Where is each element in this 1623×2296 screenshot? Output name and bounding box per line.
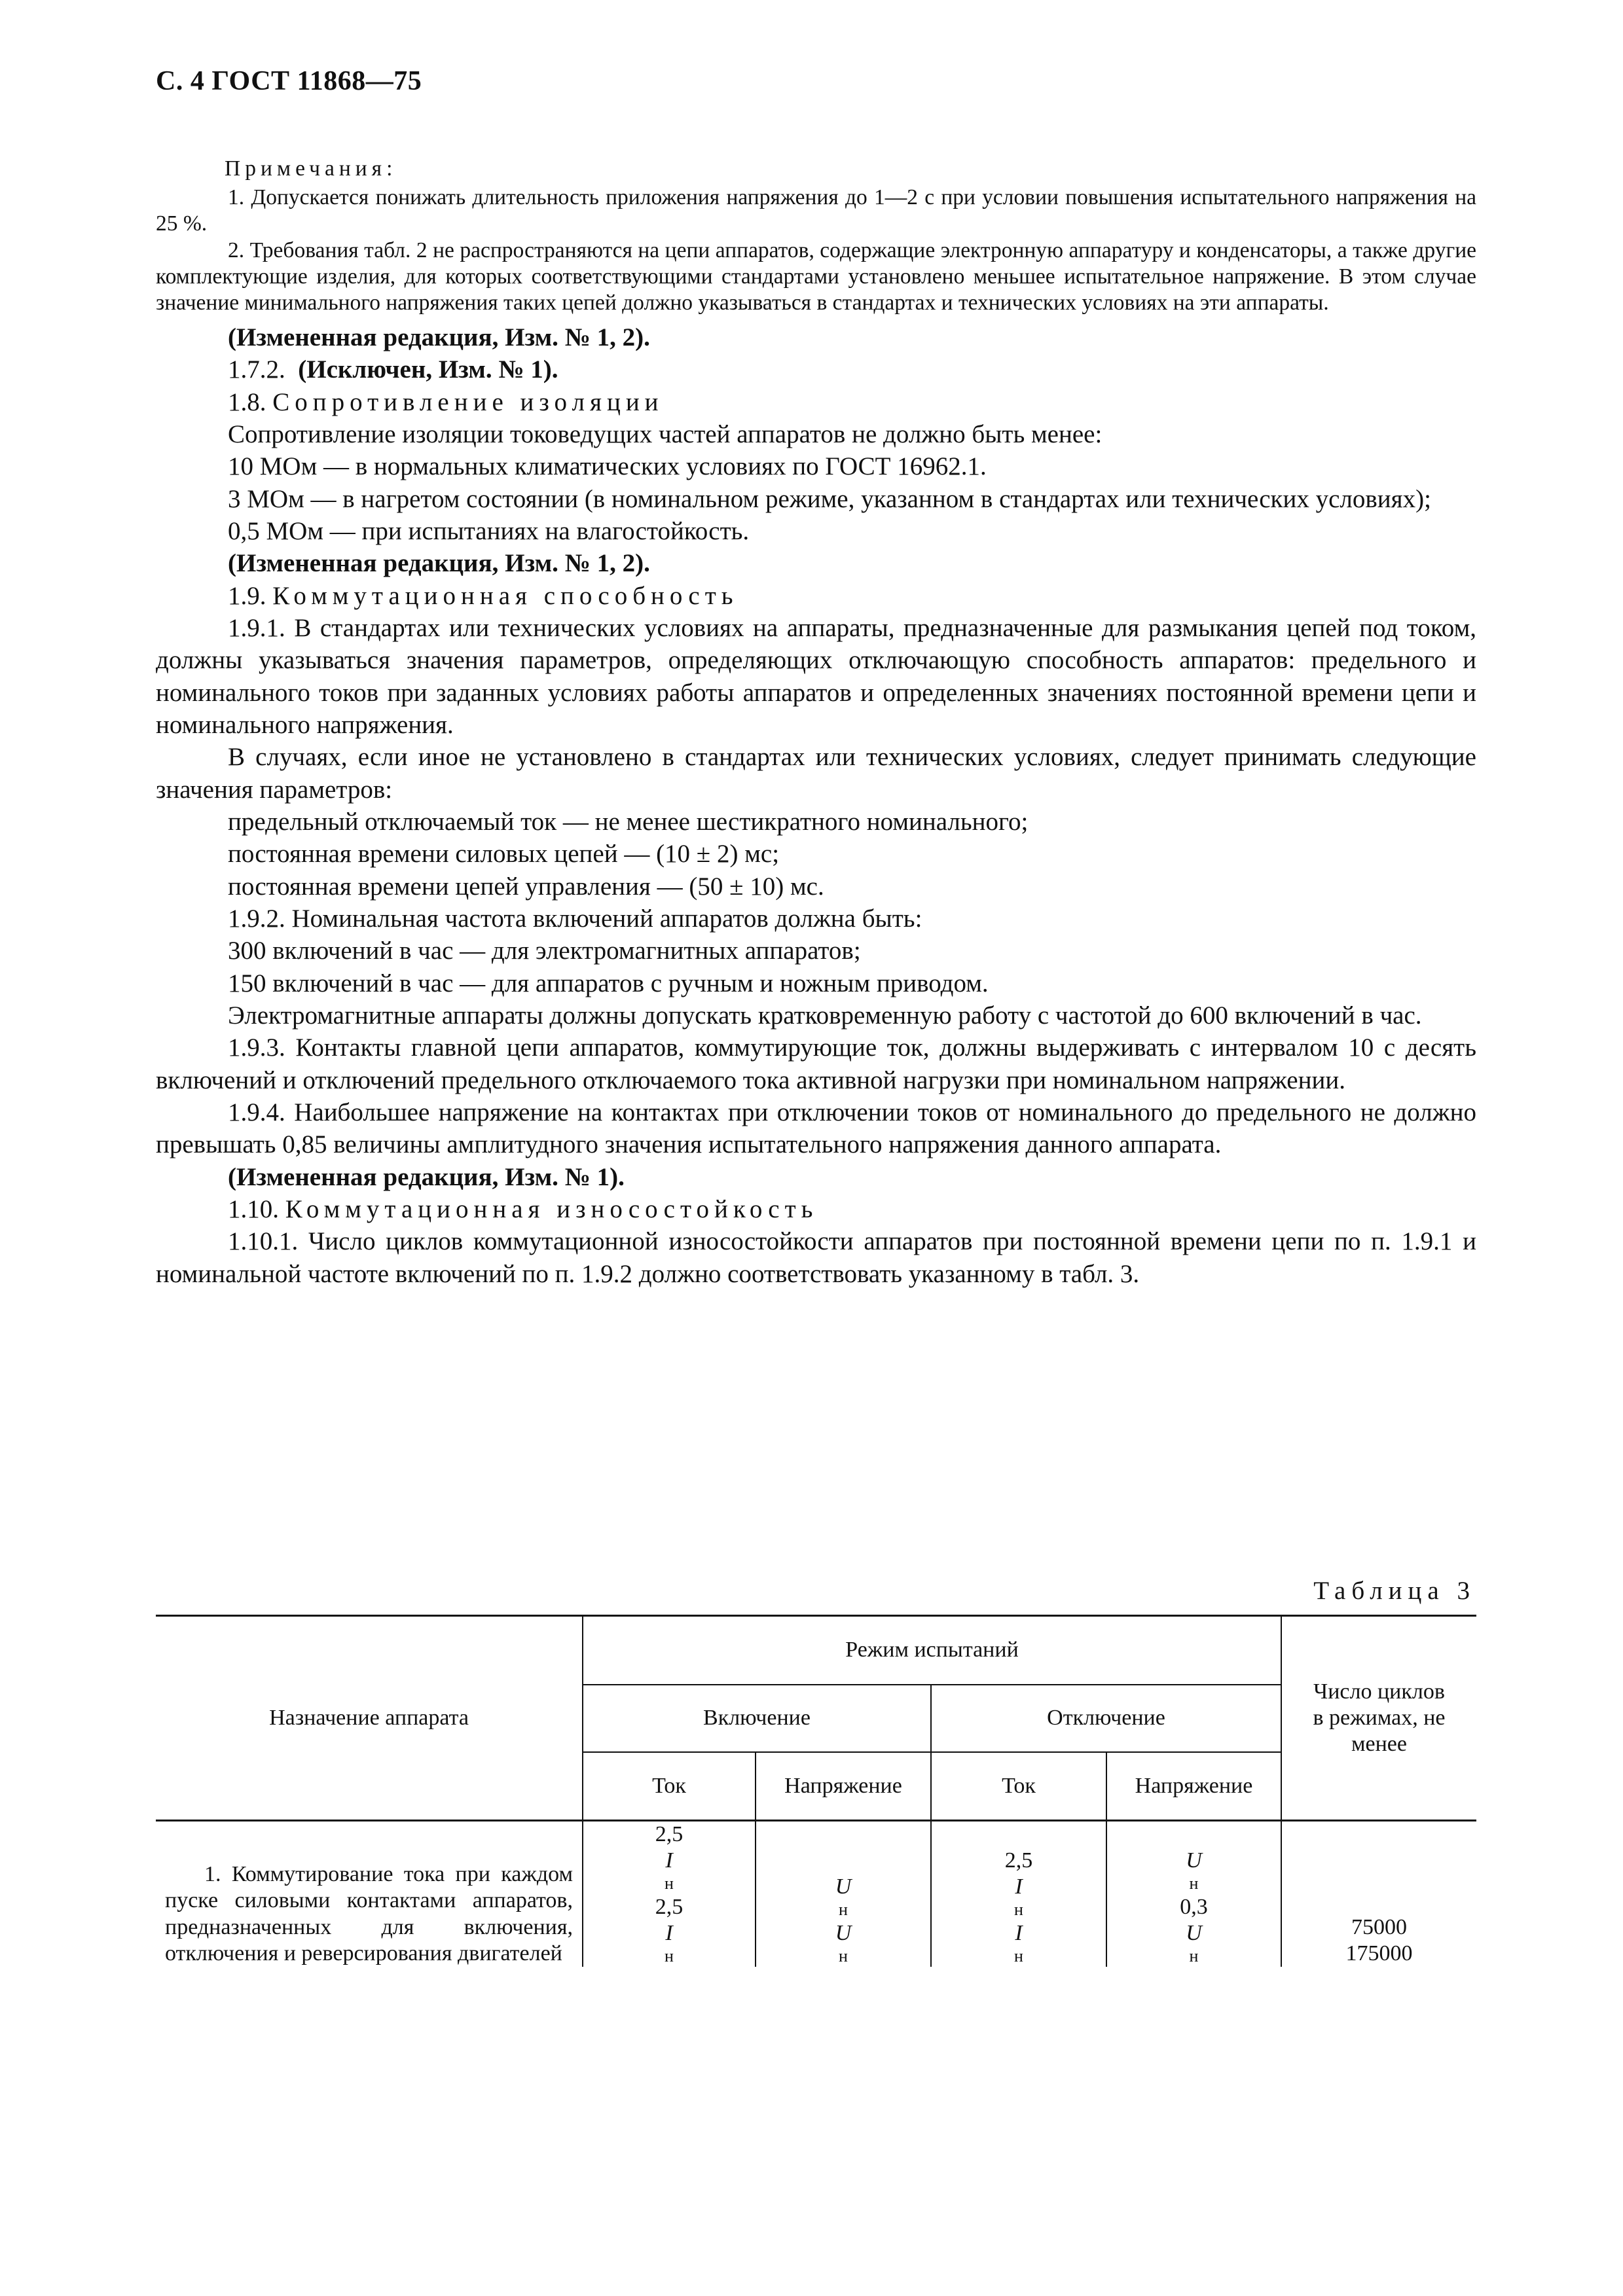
cycles-value: 175000 (1345, 1941, 1413, 1965)
cell-on-current (583, 1821, 756, 1967)
cell-off-voltage (1106, 1821, 1281, 1967)
column-header-mode: Режим испытаний (583, 1616, 1281, 1685)
paragraph: Сопротивление изоляции токоведущих частей аппаратов не должно быть менее: (228, 420, 1103, 449)
section-1-9-heading (156, 580, 1476, 612)
row-description-text: 1. Коммутирование тока при каждом пуске силовыми контактами аппаратов, предназначенных для включения, отключения и реверсирования двигателей (165, 1862, 573, 1965)
cell-off-current (931, 1821, 1106, 1967)
current-symbol: I (1015, 1921, 1023, 1945)
list-item: 150 включений в час — для аппаратов с ручным и ножным приводом. (228, 969, 989, 997)
column-header-purpose: Назначение аппарата (156, 1616, 583, 1821)
note-2: 2. Требования табл. 2 не распространяются на цепи аппаратов, содержащие электронную аппаратуру и конденсаторы, а также другие комплектующие изделия, для которых соответствующими стандартами установлено меньшее испытательное напряжение. В этом случае значение минимального напряжения таких цепей должно указываться в стандартах и технических условиях на эти аппараты. (156, 238, 1476, 315)
subscript: н (665, 1874, 674, 1893)
clause-1-7-2 (156, 353, 1476, 386)
table-3 (156, 1615, 1476, 1967)
paragraph: В случаях, если иное не установлено в стандартах или технических условиях, следует принимать следующие значения параметров: (156, 743, 1476, 804)
table-caption: Таблица 3 (1313, 1577, 1476, 1605)
voltage-symbol: U (1186, 1921, 1202, 1945)
value-line (589, 1821, 750, 1894)
paragraph: 0,5 МОм — при испытаниях на влагостойкость. (228, 517, 750, 546)
note-1: 1. Допускается понижать длительность приложения напряжения до 1—2 с при условии повышения испытательного напряжения на 25 %. (156, 185, 1476, 236)
list-item: предельный отключаемый ток — не менее шестикратного номинального; (228, 808, 1029, 836)
value-line (1112, 1894, 1275, 1967)
section-1-8-heading (156, 386, 1476, 418)
value-line (761, 1920, 925, 1967)
clause-1-9-1: 1.9.1. В стандартах или технических условиях на аппараты, предназначенные для размыкания цепей под током, должны указываться значения параметров, определяющих отключающую способность аппаратов: предельного и номинального токов при заданных условиях работы аппаратов и определенных значениях постоянной времени цепи и номинального напряжения. (156, 614, 1476, 740)
column-header-voltage: Напряжение (1106, 1752, 1281, 1821)
voltage-symbol: U (835, 1921, 852, 1945)
subscript: н (839, 1946, 848, 1966)
column-header-current: Ток (583, 1752, 756, 1821)
notes-title: Примечания: (225, 156, 397, 181)
column-header-on: Включение (583, 1685, 931, 1752)
document-body (156, 156, 1476, 1290)
current-symbol: I (665, 1921, 673, 1945)
section-title: Коммутационная способность (272, 581, 739, 610)
voltage-symbol: U (835, 1874, 852, 1899)
subscript: н (839, 1900, 848, 1920)
clause-number: 1.7.2. (228, 355, 285, 384)
amendment-note: (Измененная редакция, Изм. № 1, 2). (228, 323, 650, 352)
current-symbol: I (1015, 1874, 1023, 1899)
value-line (937, 1848, 1101, 1920)
value-line (589, 1894, 750, 1967)
clause-1-9-2: 1.9.2. Номинальная частота включений аппаратов должна быть: (228, 905, 922, 933)
column-header-voltage: Напряжение (756, 1752, 931, 1821)
clause-1-9-4: 1.9.4. Наибольшее напряжение на контактах при отключении токов от номинального до предельного не должно превышать 0,85 величины амплитудного значения испытательного напряжения данного аппарата. (156, 1098, 1476, 1159)
list-item: 300 включений в час — для электромагнитных аппаратов; (228, 937, 861, 965)
list-item: постоянная времени цепей управления — (50 ± 10) мс. (228, 872, 824, 901)
coefficient: 2,5 (655, 1822, 684, 1846)
section-1-10-heading (156, 1193, 1476, 1225)
section-number: 1.9. (228, 581, 266, 610)
value-line (1112, 1848, 1275, 1894)
cycles-value: 75000 (1351, 1914, 1407, 1939)
column-header-cycles: Число циклов в режимах, не менее (1281, 1616, 1476, 1821)
column-header-off: Отключение (931, 1685, 1281, 1752)
value-line (937, 1920, 1101, 1967)
subscript: н (1014, 1900, 1023, 1920)
subscript: н (665, 1946, 674, 1966)
cell-on-voltage (756, 1821, 931, 1967)
coefficient: 2,5 (1004, 1848, 1033, 1873)
column-header-current: Ток (931, 1752, 1106, 1821)
page-header: С. 4 ГОСТ 11868—75 (156, 66, 422, 96)
voltage-symbol: U (1186, 1848, 1202, 1873)
excluded-note: (Исключен, Изм. № 1). (298, 355, 558, 384)
value-line (761, 1874, 925, 1920)
section-title: Коммутационная износостойкость (285, 1194, 818, 1223)
clause-1-9-3: 1.9.3. Контакты главной цепи аппаратов, коммутирующие ток, должны выдерживать с интервалом 10 с десять включений и отключений предельного отключаемого тока активной нагрузки при номинальном напряжении. (156, 1033, 1476, 1094)
list-item: постоянная времени силовых цепей — (10 ± 2) мс; (228, 840, 780, 869)
coefficient: 0,3 (1180, 1894, 1208, 1919)
section-number: 1.10. (228, 1194, 279, 1223)
section-number: 1.8. (228, 387, 266, 416)
subscript: н (1014, 1946, 1023, 1966)
paragraph: Электромагнитные аппараты должны допускать кратковременную работу с частотой до 600 включений в час. (228, 1001, 1422, 1030)
amendment-note: (Измененная редакция, Изм. № 1). (228, 1162, 625, 1191)
clause-1-10-1: 1.10.1. Число циклов коммутационной износостойкости аппаратов при постоянной времени цепи по п. 1.9.1 и номинальной частоте включений по п. 1.9.2 должно соответствовать указанному в табл. 3. (156, 1227, 1476, 1288)
cell-cycles (1281, 1821, 1476, 1967)
row-description (156, 1821, 583, 1967)
subscript: н (1189, 1874, 1199, 1893)
paragraph: 10 МОм — в нормальных климатических условиях по ГОСТ 16962.1. (228, 452, 987, 481)
amendment-note: (Измененная редакция, Изм. № 1, 2). (228, 549, 650, 578)
notes-block (156, 156, 1476, 316)
paragraph: 3 МОм — в нагретом состоянии (в номинальном режиме, указанном в стандартах или технических условиях); (228, 484, 1431, 513)
section-title: Сопротивление изоляции (272, 387, 664, 416)
table-row (156, 1821, 1476, 1967)
current-symbol: I (665, 1848, 673, 1873)
subscript: н (1189, 1946, 1199, 1966)
coefficient: 2,5 (655, 1894, 684, 1919)
